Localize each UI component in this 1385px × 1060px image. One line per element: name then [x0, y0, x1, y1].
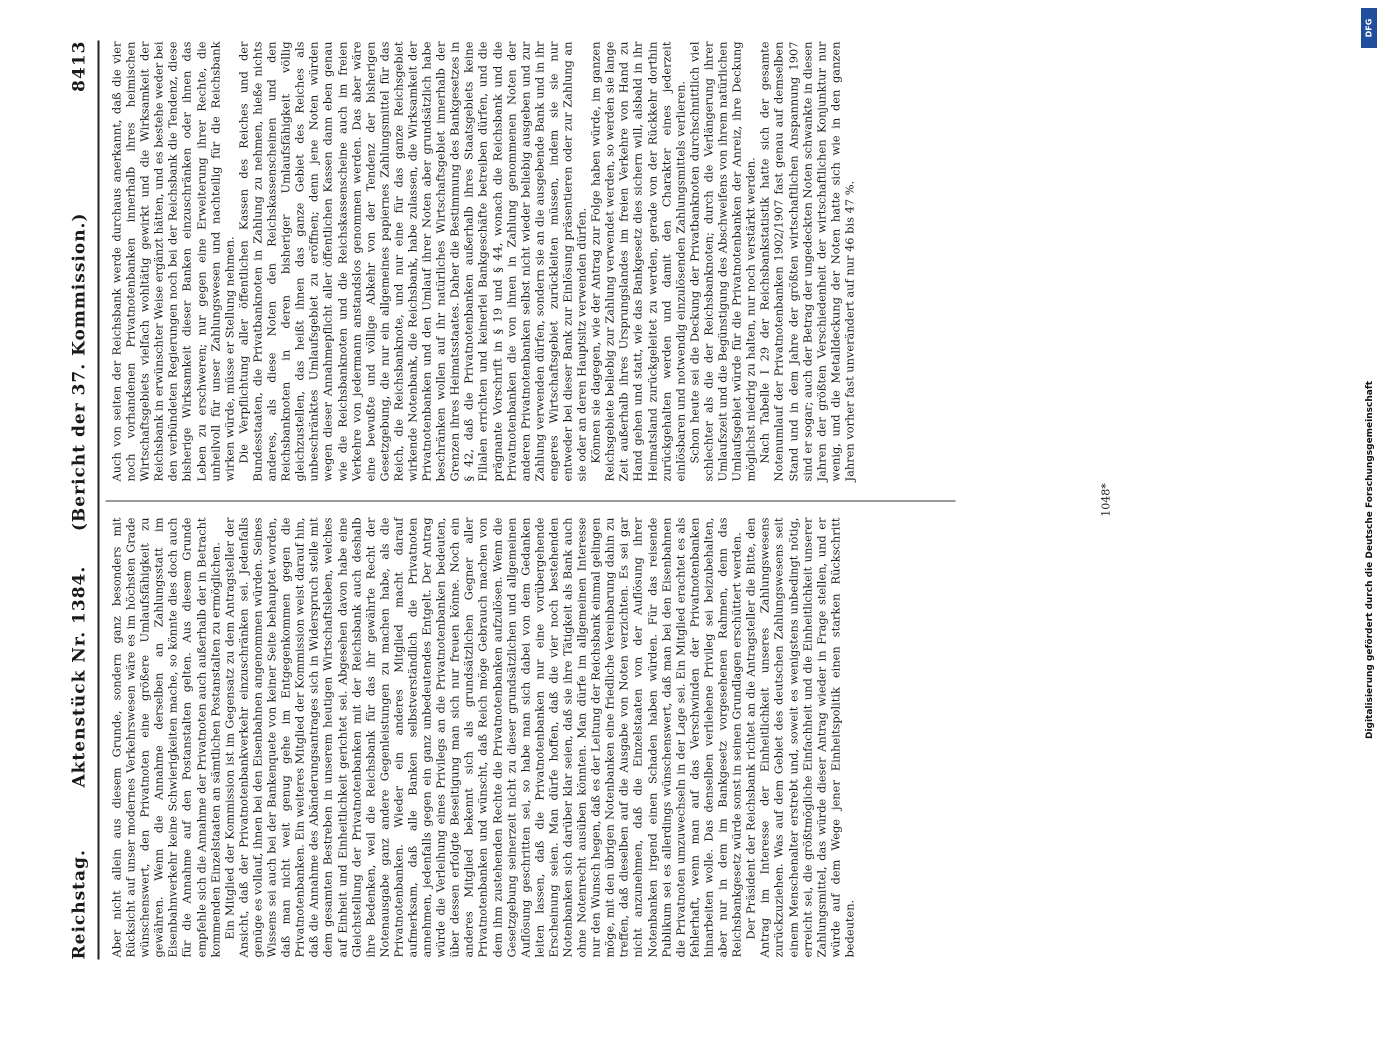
dfg-logo-text: DFG [1364, 18, 1374, 38]
dfg-logo [1361, 8, 1377, 48]
running-header [70, 41, 100, 960]
header-commission: (Bericht der 37. Kommission.) [69, 212, 90, 532]
right-paragraph: Auch von seiten der Reichsbank werde durchaus anerkannt, daß die vier noch vorhandenen Privatnotenbanken innerhalb ihres heimischen Wirtschaftsgebiets vielfach wohltätig gewirkt und die Wirksamkeit der Reichsbank in erwünschter Weise ergänzt hätten, und es bestehe weder bei den verbündeten Regierungen noch bei der Reichsbank die Tendenz, diese bisherige Wirksamkeit dieser Banken einzuschränken oder ihnen das Leben zu erschweren; nur gegen eine Erweiterung ihrer Rechte, die unheilvoll für unser Zahlungswesen und nachteilig für die Reichsbank wirken würde, müsse er Stellung nehmen. [109, 41, 237, 482]
credit-text: Digitalisierung gefördert durch die Deutsche Forschungsgemeinschaft [1365, 380, 1375, 740]
header-document-number: Aktenstück Nr. 1384. [69, 565, 90, 788]
header-rule [98, 41, 100, 960]
column-divider [106, 501, 956, 502]
right-paragraph: Können sie dagegen, wie der Antrag zur Folge haben würde, im ganzen Reichsgebiete beliebig zur Zahlung verwendet werden, so werden sie lange Zeit außerhalb ihres Ursprungslandes im freien Verkehre von Hand zu Hand gehen und statt, wie das Bankgesetz dies sichern will, alsbald in ihr Heimatsland zurückgeleitet zu werden, gerade von der Rückkehr dorthin zurückgehalten werden und damit den Charakter eines jederzeit einlösbaren und notwendig einzulösenden Zahlungsmittels verlieren. [588, 41, 688, 482]
digitisation-credit [1355, 0, 1385, 1000]
rotated-page [40, 23, 1340, 978]
left-paragraph: Aber nicht allein aus diesem Grunde, sondern ganz besonders mit Rücksicht auf unser modernes Verkehrswesen wäre es im höchsten Grade wünschenswert, den Privatnoten eine größere Umlaufsfähigkeit zu gewähren. Wenn die Annahme derselben an Zahlungsstatt im Eisenbahnverkehr keine Schwierigkeiten mache, so könnte dies doch auch für die Annahme auf den Postanstalten gelten. Aus diesem Grunde empfehle sich die Annahme der Privatnoten auch außerhalb der in Betracht kommenden Einzelstaaten an sämtlichen Postanstalten zu ermöglichen. [109, 517, 223, 958]
right-paragraph: Nach Tabelle I 29 der Reichsbankstatistik hatte sich der gesamte Notenumlauf der Privatnotenbanken 1902/1907 fast genau auf demselben Stand und in dem Jahre der größten wirtschaftlichen Anspannung 1907 sind er sogar; auch der Betrag der ungedeckten Noten schwankte in diesen Jahren der größten Verschiedenheit der wirtschaftlichen Konjunktur nur wenig, und die Metalldeckung der Noten hatte sich wie in den ganzen Jahren vorher fast unverändert auf nur 46 bis 47 %. [757, 41, 857, 482]
header-page-number: 8413 [69, 40, 90, 92]
right-paragraph: Schon heute sei die Deckung der Privatbanknoten durchschnittlich viel schlechter als die der Reichsbanknoten; durch die Verlängerung ihrer Umlaufszeit und die Begünstigung des Abschweifens von ihrem natürlichen Umlaufsgebiet würde für die Privatnotenbanken der Anreiz, ihre Deckung möglichst niedrig zu halten, nur noch verstärkt werden. [687, 41, 758, 482]
footer-number: 1048* [1099, 483, 1113, 517]
header-middle [70, 41, 90, 960]
right-column [109, 41, 857, 482]
right-paragraph: Die Verpflichtung aller öffentlichen Kassen des Reiches und der Bundesstaaten, die Privatbanknoten in Zahlung zu nehmen, hieße nichts anderes, als diese Noten den Reichskassenscheinen und den Reichsbanknoten in deren bisheriger Umlaufsfähigkeit völlig gleichzustellen, das heißt ihnen das ganze Gebiet des Reiches als unbeschränktes Umlaufsgebiet zu eröffnen; denn jene Noten würden wegen dieser Annahmepflicht aller öffentlichen Kassen dann eben genau wie die Reichsbanknoten und die Reichskassenscheine auch im freien Verkehre von jedermann anstandslos genommen werden. Das aber wäre eine bewußte und völlige Abkehr von der Tendenz der bisherigen Gesetzgebung, die nur ein allgemeines papiernes Zahlungsmittel für das Reich, die Reichsbanknote, und nur eine für das ganze Reichsgebiet wirkende Notenbank, die Reichsbank, habe zulassen, die Wirksamkeit der Privatnotenbanken und den Umlauf ihrer Noten aber grundsätzlich habe beschränken wollen auf ihr natürliches Wirtschaftsgebiet innerhalb der Grenzen ihres Heimatsstaates. Daher die Bestimmung des Bankgesetzes in § 42, daß die Privatnotenbanken außerhalb ihres Staatsgebiets keine Filialen errichten und keinerlei Bankgeschäfte betreiben dürfen, und die prägnante Vorschrift in § 19 und § 44, wonach die Reichsbank und die Privatnotenbanken die von ihnen in Zahlung genommenen Noten der anderen Privatnotenbanken selbst nicht wieder beliebig ausgeben und zur Zahlung verwenden dürfen, sondern sie an die ausgebende Bank und in ihr engeres Wirtschaftsgebiet zurückleiten müssen, indem sie sie nur entweder bei dieser Bank zur Einlösung präsentieren oder zur Zahlung an sie oder an deren Hauptsitz verwenden dürfen. [236, 41, 589, 482]
header-left: Reichstag. [69, 849, 90, 960]
left-paragraph: Ein Mitglied der Kommission ist im Gegensatz zu dem Antragsteller der Ansicht, daß der Privatnotenbankverkehr einzuschränken sei. Jedenfalls genüge es vollauf, ihnen bei den Eisenbahnen angenommen würden. Seines Wissens sei auch bei der Bankenquete von keiner Seite behauptet worden, daß man nicht weit genug gehe im Entgegenkommen gegen die Privatnotenbanken. Ein weiteres Mitglied der Kommission weist darauf hin, daß die Annahme des Abänderungsantrages sich in Widerspruch stelle mit dem gesamten Bestreben in unserem heutigen Wirtschaftsleben, welches auf Einheit und Einheitlichkeit gerichtet sei. Abgesehen davon habe eine Gleichstellung der Privatnotenbanken mit der Reichsbank auch deshalb ihre Bedenken, weil die Reichsbank für das ihr gewährte Recht der Notenausgabe ganz andere Gegenleistungen zu machen habe, als die Privatnotenbanken. Wieder ein anderes Mitglied macht darauf aufmerksam, daß alle Banken selbstverständlich die Privatnoten annehmen, jedenfalls gegen ein ganz unbedeutendes Entgelt. Der Antrag würde die Verleihung eines Privilegs an die Privatnotenbanken bedeuten, über dessen erfolgte Beseitigung man sich nur freuen könne. Noch ein anderes Mitglied bekennt sich als grundsätzlichen Gegner aller Privatnotenbanken und wünscht, daß Reich möge Gebrauch machen von dem ihm zustehenden Rechte die Privatnotenbanken aufzulösen. Wenn die Gesetzgebung seinerzeit nicht zu dieser grundsätzlichen und allgemeinen Auflösung geschritten sei, so habe man sich dabei von dem Gedanken leiten lassen, daß die Privatnotenbanken nur eine vorübergehende Erscheinung seien. Man dürfe hoffen, daß die vier noch bestehenden Notenbanken sich darüber klar seien, daß sie ihre Tätigkeit als Bank auch ohne Notenrecht ausüben könnten. Man dürfe im allgemeinen Interesse nur den Wunsch hegen, daß es der Leitung der Reichsbank einmal gelingen möge, mit den übrigen Notenbanken eine friedliche Vereinbarung dahin zu treffen, daß dieselben auf die Ausgabe von Noten verzichten. Es sei gar nicht anzunehmen, daß die Einzelstaaten von der Auflösung ihrer Notenbanken irgend einen Schaden haben würden. Für das reisende Publikum sei es allerdings wünschenswert, daß man bei den Eisenbahnen die Privatnoten umzuwechseln in der Lage sei. Ein Mitglied erachtet es als fehlerhaft, wenn man auf das Verschwinden der Privatnotenbanken hinarbeiten wolle. Das denselben verliehene Privileg sei beizubehalten, aber nur in dem im Bankgesetz vorgesehenen Rahmen, denn das Reichsbankgesetz würde sonst in seinen Grundlagen erschüttert werden. [222, 517, 744, 958]
left-paragraph: Der Präsident der Reichsbank richtet an die Antragsteller die Bitte, den Antrag im Interesse der Einheitlichkeit unseres Zahlungswesens zurückzuziehen. Was auf dem Gebiet des deutschen Zahlungswesens seit einem Menschenalter erstrebt und, soweit es wenigstens unbedingt nötig, erreicht sei, die größtmögliche Einfachheit und die Einheitlichkeit unserer Zahlungsmittel, das würde dieser Antrag wieder in Frage stellen, und er würde auf dem Wege jener Einheitspolitik einen starken Rückschritt bedeuten. [743, 517, 857, 958]
left-column [110, 518, 970, 958]
